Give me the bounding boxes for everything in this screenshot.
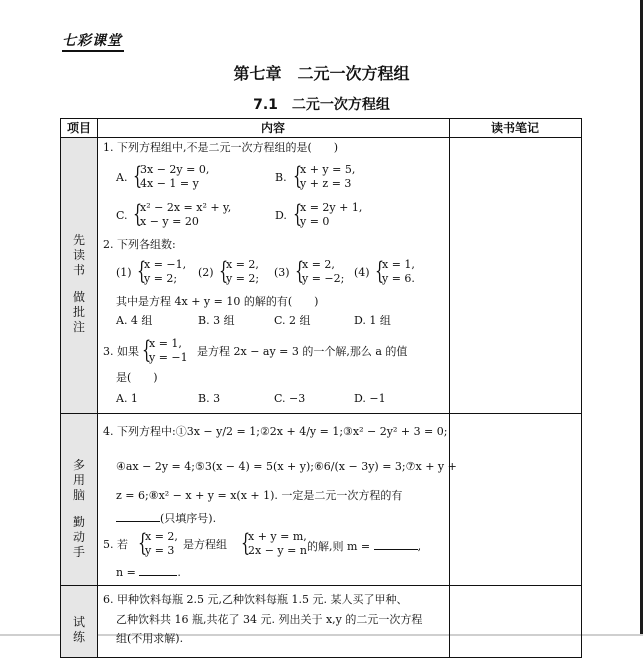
q5-middle: 是方程组 bbox=[183, 538, 227, 551]
q4-line-2: ④ax − 2y = 4;⑤3(x − 4) = 5(x + y);⑥6/(x − 3y) = 3;⑦x + y + bbox=[116, 460, 457, 473]
q4-answer-blank[interactable] bbox=[116, 510, 160, 522]
section-label-practice: 试 练 bbox=[72, 615, 85, 644]
brace-icon: { bbox=[295, 257, 305, 285]
brace-icon: { bbox=[293, 162, 303, 190]
brace-icon: { bbox=[241, 529, 251, 557]
q1-option-a-label: A. bbox=[116, 171, 128, 184]
header-item: 项目 bbox=[66, 121, 91, 135]
brace-icon: { bbox=[219, 257, 229, 285]
q4-line-4: (只填序号). bbox=[116, 510, 216, 526]
q4-line-1: 4. 下列方程中:①3x − y/2 = 1;②2x + 4/y = 1;③x² − 2y² + 3 = 0; bbox=[103, 425, 448, 438]
label-column-shade bbox=[61, 137, 97, 657]
header-notes: 读书笔记 bbox=[490, 121, 539, 135]
section-label-think: 多 用 脑 勤 动 手 bbox=[72, 458, 85, 559]
q1-stem: 1. 下列方程组中,不是二元一次方程组的是( ) bbox=[103, 141, 339, 154]
q5-prefix: 5. 若 bbox=[103, 538, 128, 551]
brace-icon: { bbox=[133, 200, 143, 228]
q6-line-3: 组(不用求解). bbox=[116, 632, 184, 645]
q5-n-line: n = . bbox=[116, 566, 181, 579]
brace-icon: { bbox=[293, 200, 303, 228]
q5-m-blank[interactable] bbox=[374, 538, 418, 550]
q2-item-4-label: (4) bbox=[354, 266, 370, 279]
q3-option-a: A. 1 bbox=[116, 392, 138, 405]
q2-option-c: C. 2 组 bbox=[274, 314, 311, 327]
brace-icon: { bbox=[142, 336, 152, 364]
q2-item-1-label: (1) bbox=[116, 266, 132, 279]
q6-line-1: 6. 甲种饮料每瓶 2.5 元,乙种饮料每瓶 1.5 元. 某人买了甲种、 bbox=[103, 593, 408, 606]
brace-icon: { bbox=[133, 162, 143, 190]
publisher-logo: 七彩课堂 bbox=[62, 33, 122, 49]
header-content: 内容 bbox=[260, 121, 285, 135]
section-title: 7.1 二元一次方程组 bbox=[253, 97, 390, 113]
q2-option-b: B. 3 组 bbox=[198, 314, 235, 327]
chapter-title: 第七章 二元一次方程组 bbox=[233, 64, 410, 83]
q4-line-3: z = 6;⑧x² − x + y = x(x + 1). 一定是二元一次方程的有 bbox=[116, 489, 403, 502]
q3-cont: 是( ) bbox=[116, 371, 158, 384]
q1-option-d-label: D. bbox=[275, 209, 287, 222]
q2-question: 其中是方程 4x + y = 10 的解的有( ) bbox=[116, 295, 319, 308]
q2-option-a: A. 4 组 bbox=[116, 314, 153, 327]
q5-n-blank[interactable] bbox=[139, 564, 177, 576]
row-divider-2 bbox=[61, 585, 581, 586]
q1-option-c-label: C. bbox=[116, 209, 128, 222]
study-table: 项目 内容 读书笔记 先 读 书 做 批 注 多 用 脑 勤 动 手 试 练 1. 下列方程组中,不是二元一次方程组的是( ) A. { 3x − 2y = 0, 4x − 1 = y B. { x + y = 5, y + z = 3 C. { x² − 2x = x² + y, x − y = 20 D. { x = 2y + 1, y = 0 2. 下列各组数: (1) { x = −1, y = 2; (2) { x = 2, y = 2; (3) { x = 2, y = −2; (4) { x = 1, y = 6. 其中是方程 4x + y = 10 的解的有( ) A. 4 组 B. 3 组 C. 2 组 D. 1 组 3. 如果 { x = 1, y = −1 是方程 2x − ay = 3 的一个解,那么 a 的值 是( ) A. 1 B. 3 C. −3 D. −1 4. 下列方程中:①3x − y/2 = 1;②2x + 4/y = 1;③x² − 2y² + 3 = 0; ④ax − 2y = 4;⑤3(x − 4) = 5(x + y);⑥6/(x − 3y) = 3;⑦x + y + z = 6;⑧x² − x + y = x(x + 1). 一定是二元一次方程的有 (只填序号). 5. 若 { x = 2, y = 3 是方程组 { x + y = m, 2x − y = n 的解,则 m = , n = . 6. 甲种饮料每瓶 2.5 元,乙种饮料每瓶 1.5 元. 某人买了甲种、 乙种饮料共 16 瓶,共花了 34 元. 列出关于 x,y 的二元一次方程 组(不用求解). bbox=[60, 118, 582, 658]
brace-icon: { bbox=[137, 257, 147, 285]
section-label-read: 先 读 书 做 批 注 bbox=[72, 233, 85, 334]
q2-option-d: D. 1 组 bbox=[354, 314, 391, 327]
q3-prefix: 3. 如果 bbox=[103, 345, 139, 358]
header-divider bbox=[61, 137, 581, 138]
q2-stem: 2. 下列各组数: bbox=[103, 238, 176, 251]
brace-icon: { bbox=[375, 257, 385, 285]
logo-underline bbox=[62, 50, 124, 52]
q3-option-d: D. −1 bbox=[354, 392, 386, 405]
q2-item-2-label: (2) bbox=[198, 266, 214, 279]
column-divider-item bbox=[97, 119, 98, 657]
q2-item-3-label: (3) bbox=[274, 266, 290, 279]
row-divider-1 bbox=[61, 413, 581, 414]
q3-suffix: 是方程 2x − ay = 3 的一个解,那么 a 的值 bbox=[197, 345, 408, 358]
q3-option-c: C. −3 bbox=[274, 392, 306, 405]
brace-icon: { bbox=[138, 529, 148, 557]
q1-option-b-label: B. bbox=[275, 171, 287, 184]
q5-suffix: 的解,则 m = , bbox=[307, 540, 422, 553]
q3-option-b: B. 3 bbox=[198, 392, 221, 405]
q6-line-2: 乙种饮料共 16 瓶,共花了 34 元. 列出关于 x,y 的二元一次方程 bbox=[116, 613, 423, 626]
column-divider-notes bbox=[449, 119, 450, 657]
